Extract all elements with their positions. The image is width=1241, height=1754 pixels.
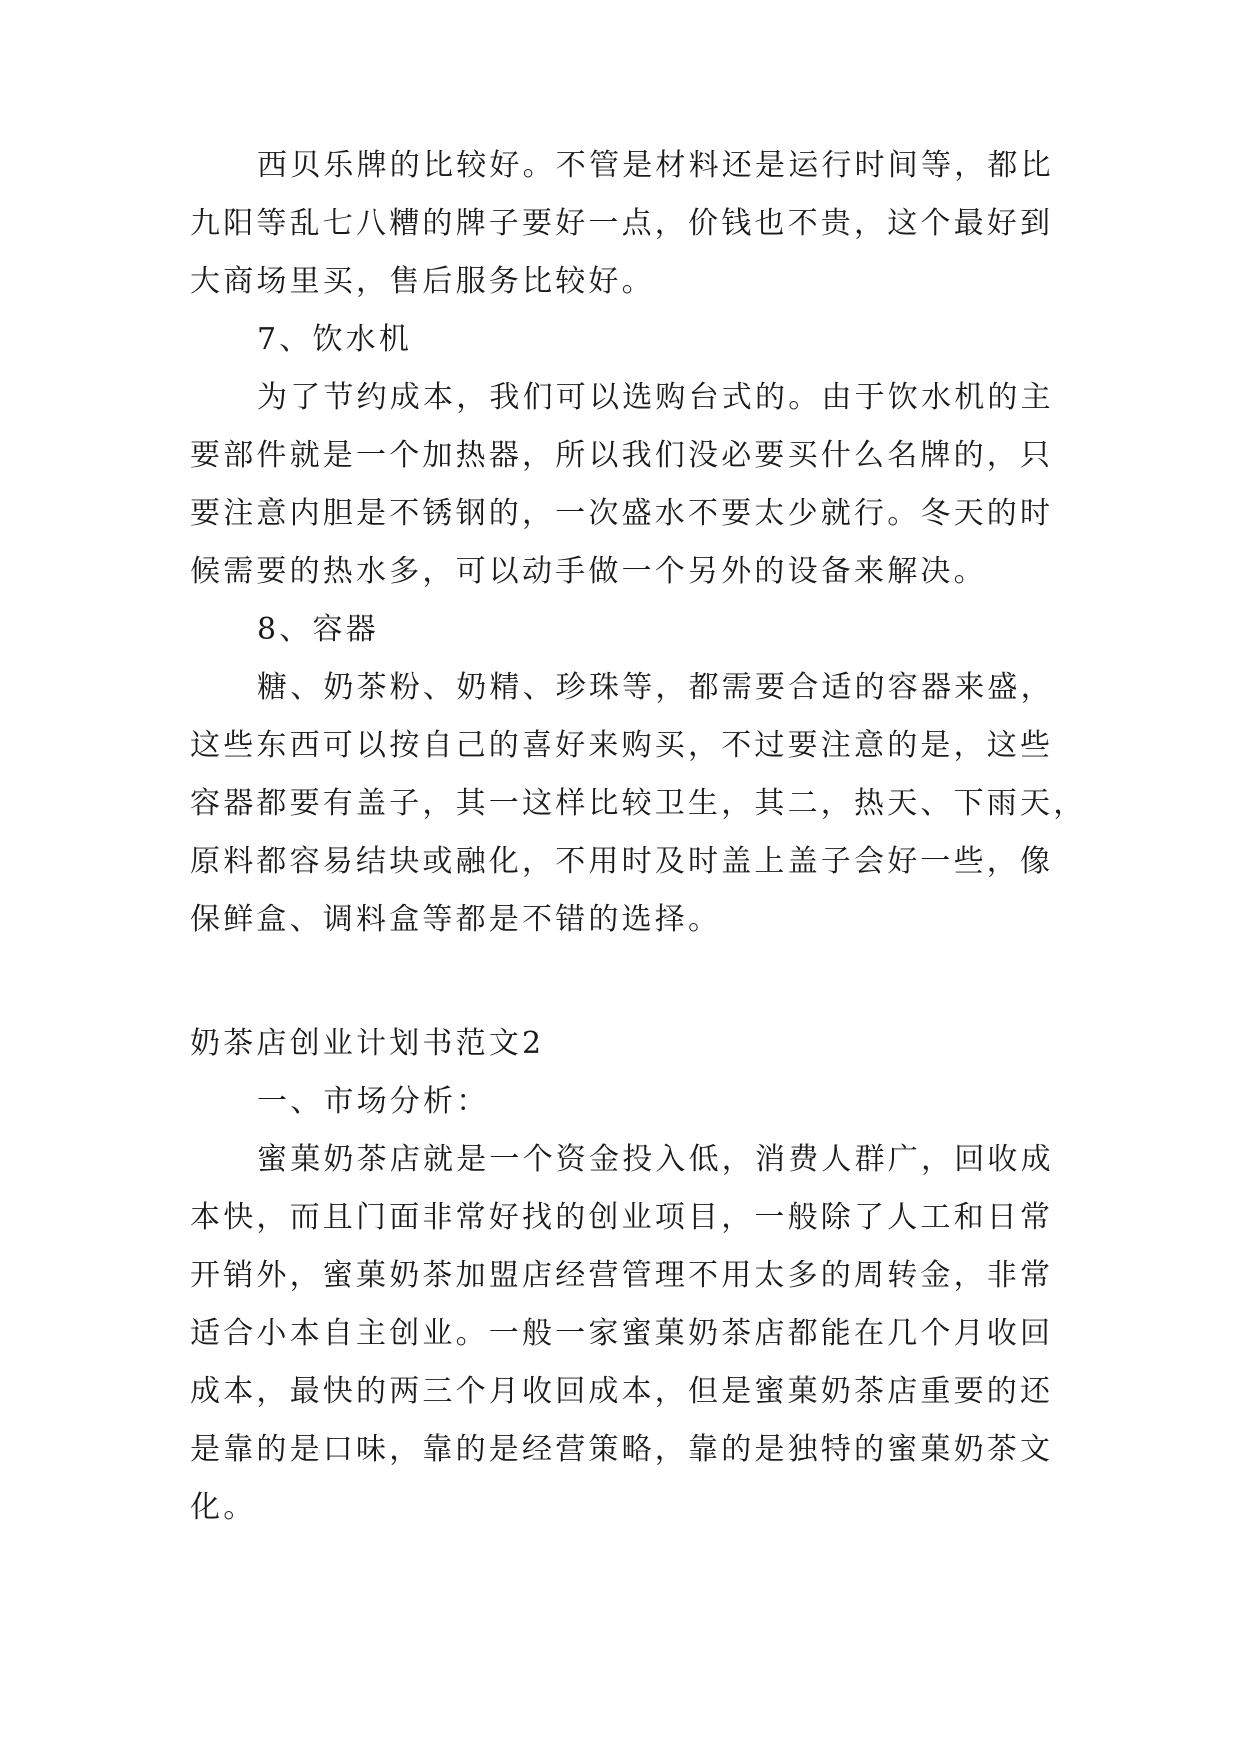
paragraph-line: 化。 [190, 1490, 257, 1525]
paragraph-line: 是靠的是口味，靠的是经营策略，靠的是独特的蜜菓奶茶文 [190, 1432, 1054, 1467]
paragraph-line: 糖、奶茶粉、奶精、珍珠等，都需要合适的容器来盛， [257, 670, 1054, 705]
paragraph-line: 保鲜盒、调料盒等都是不错的选择。 [190, 902, 722, 937]
paragraph-line: 要部件就是一个加热器，所以我们没必要买什么名牌的，只 [190, 438, 1054, 473]
paragraph-line: 蜜菓奶茶店就是一个资金投入低，消费人群广，回收成 [257, 1142, 1054, 1177]
paragraph-line: 适合小本自主创业。一般一家蜜菓奶茶店都能在几个月收回 [190, 1316, 1054, 1351]
paragraph-line: 为了节约成本，我们可以选购台式的。由于饮水机的主 [257, 380, 1054, 415]
section-2-body [190, 1073, 1060, 1537]
paragraph-line: 成本，最快的两三个月收回成本，但是蜜菓奶茶店重要的还 [190, 1374, 1054, 1409]
paragraph-line: 西贝乐牌的比较好。不管是材料还是运行时间等，都比 [257, 148, 1054, 183]
paragraph-line: 大商场里买，售后服务比较好。 [190, 264, 655, 299]
paragraph-line: 开销外，蜜菓奶茶加盟店经营管理不用太多的周转金，非常 [190, 1258, 1054, 1293]
paragraph-line: 九阳等乱七八糟的牌子要好一点，价钱也不贵，这个最好到 [190, 206, 1054, 241]
section-2-title-block [190, 1015, 1060, 1073]
paragraph-line: 容器都要有盖子，其一这样比较卫生，其二，热天、下雨天， [190, 786, 1087, 821]
paragraph-line: 候需要的热水多，可以动手做一个另外的设备来解决。 [190, 554, 987, 589]
paragraph-line: 要注意内胆是不锈钢的，一次盛水不要太少就行。冬天的时 [190, 496, 1054, 531]
section-title: 奶茶店创业计划书范文2 [190, 1026, 545, 1061]
item-heading: 7、饮水机 [257, 322, 413, 357]
item-heading: 8、容器 [257, 612, 379, 647]
item-heading: 一、市场分析： [257, 1084, 490, 1119]
paragraph-line: 原料都容易结块或融化，不用时及时盖上盖子会好一些，像 [190, 844, 1054, 879]
paragraph-line: 本快，而且门面非常好找的创业项目，一般除了人工和日常 [190, 1200, 1054, 1235]
section-1-body [190, 137, 1087, 949]
paragraph-line: 这些东西可以按自己的喜好来购买，不过要注意的是，这些 [190, 728, 1054, 763]
